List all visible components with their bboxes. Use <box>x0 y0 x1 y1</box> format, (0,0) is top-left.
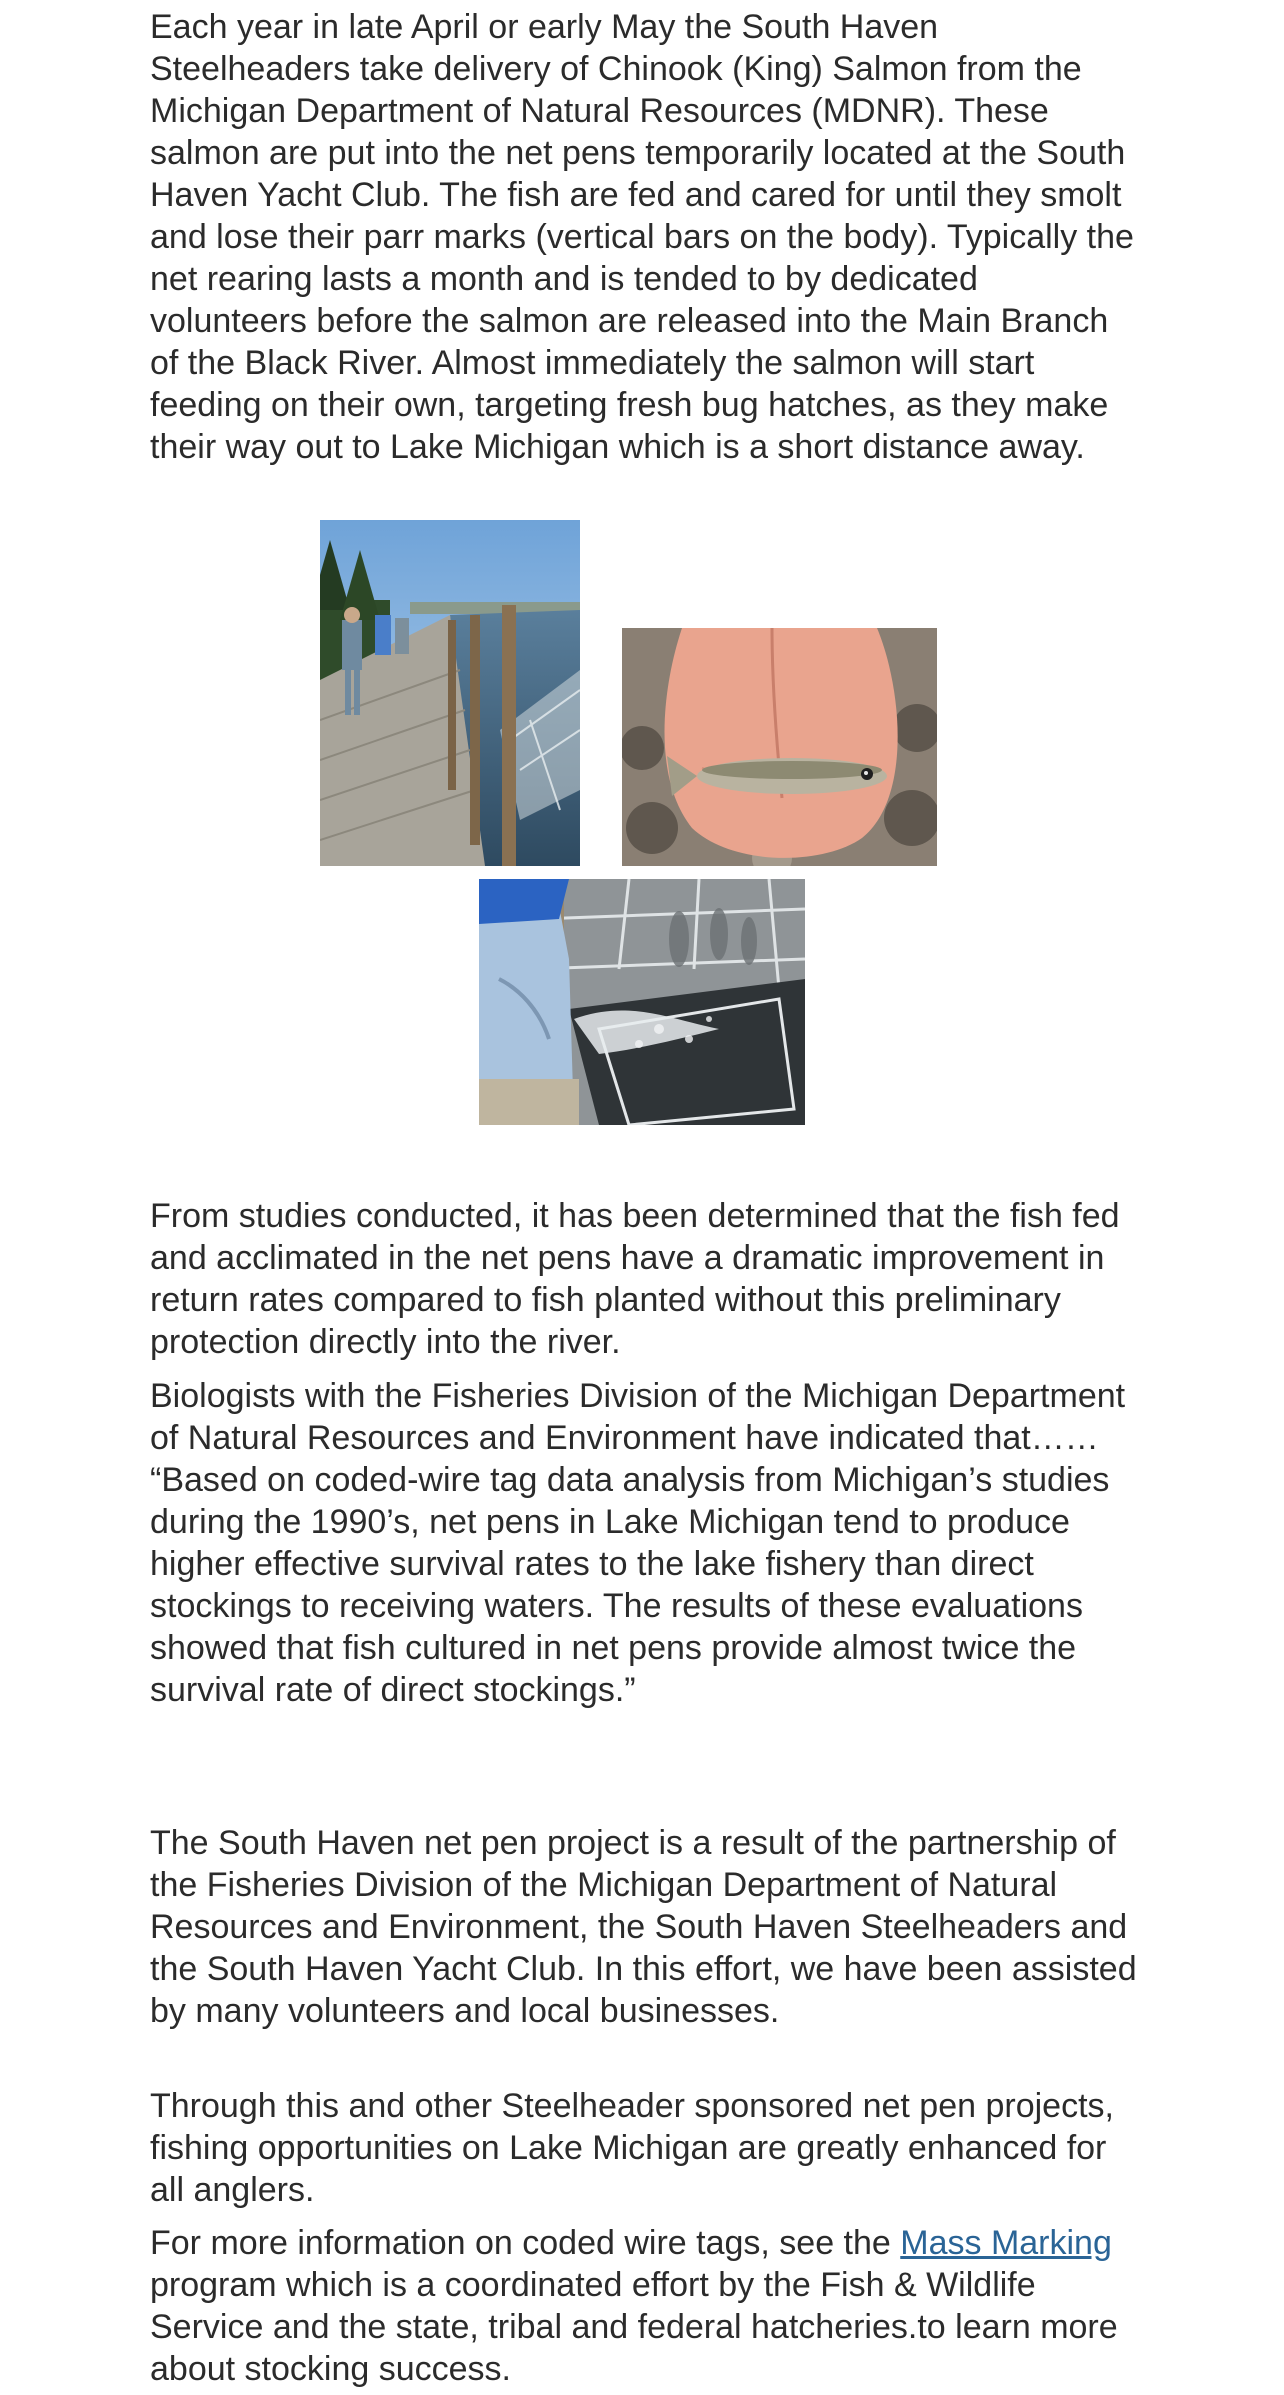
more-info-paragraph <box>150 2222 1140 2390</box>
mass-marking-link[interactable]: Mass Marking <box>900 2224 1112 2262</box>
studies-paragraph: From studies conducted, it has been determined that the fish fed and acclimated in the net pens have a dramatic improvement in return rates compared to fish planted without this preliminary protection directly into the river. <box>150 1197 1120 1361</box>
opportunities-paragraph: Through this and other Steelheader sponsored net pen projects, fishing opportunities on Lake Michigan are greatly enhanced for all anglers. <box>150 2087 1114 2209</box>
biologists-quote-paragraph: Biologists with the Fisheries Division of the Michigan Department of Natural Resources and Environment have indicated that…… “Based on coded-wire tag data analysis from Michigan’s studies during the 1990’s, net pens in Lake Michigan tend to produce higher effective survival rates to the lake fishery than direct stockings to receiving waters. The results of these evaluations showed that fish cultured in net pens provide almost twice the survival rate of direct stockings.” <box>150 1377 1126 1709</box>
more-info-lead-text: For more information on coded wire tags, see the <box>150 2224 901 2262</box>
more-info-trailing-text: program which is a coordinated effort by the Fish & Wildlife Service and the state, tribal and federal hatcheries.to learn more about stocking success. <box>150 2266 1118 2388</box>
intro-paragraph: Each year in late April or early May the South Haven Steelheaders take delivery of Chinook (King) Salmon from the Michigan Department of Natural Resources (MDNR). These salmon are put into the net pens temporarily located at the South Haven Yacht Club. The fish are fed and cared for until they smolt and lose their parr marks (vertical bars on the body). Typically the net rearing lasts a month and is tended to by dedicated volunteers before the salmon are released into the Main Branch of the Black River. Almost immediately the salmon will start feeding on their own, targeting fresh bug hatches, as they make their way out to Lake Michigan which is a short distance away. <box>150 8 1134 466</box>
salmon-in-hands-photo <box>622 628 937 866</box>
partnership-paragraph: The South Haven net pen project is a result of the partnership of the Fisheries Division of the Michigan Department of Natural Resources and Environment, the South Haven Steelheaders and the South Haven Yacht Club. In this effort, we have been assisted by many volunteers and local businesses. <box>150 1824 1137 2030</box>
salmon-release-photo <box>479 879 805 1125</box>
dock-volunteers-photo <box>320 520 580 866</box>
